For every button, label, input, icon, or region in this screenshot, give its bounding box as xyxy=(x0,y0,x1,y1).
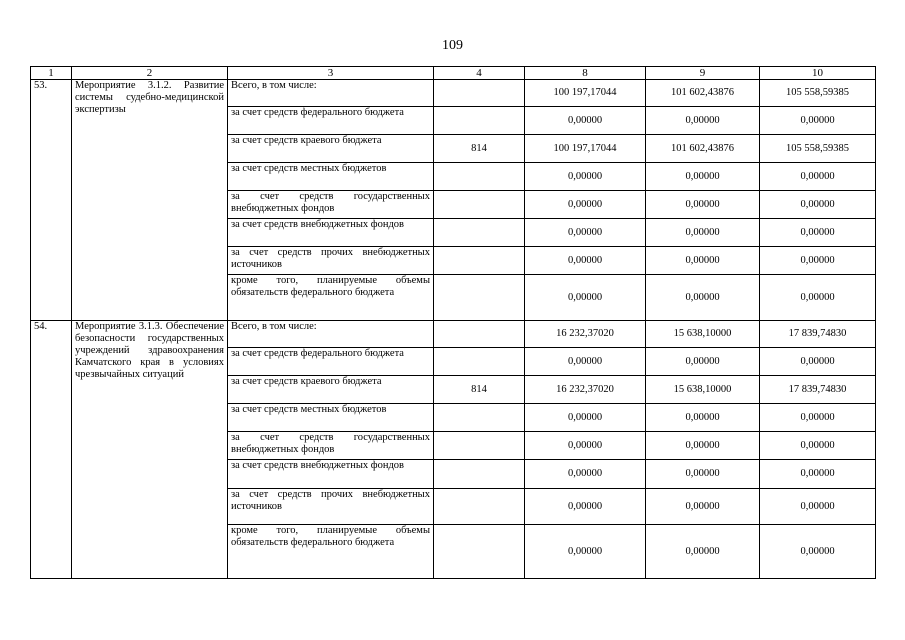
code-cell xyxy=(434,321,525,348)
value-col-10: 0,00000 xyxy=(760,432,876,460)
value-col-9: 101 602,43876 xyxy=(646,80,760,107)
value-col-10: 105 558,59385 xyxy=(760,80,876,107)
value-col-8: 0,00000 xyxy=(525,432,646,460)
value-col-10: 17 839,74830 xyxy=(760,376,876,404)
code-cell: 814 xyxy=(434,376,525,404)
col-header: 2 xyxy=(72,67,228,80)
funding-source: кроме того, планируемые объемы обязательств федерального бюджета xyxy=(228,525,434,579)
funding-source: за счет средств прочих внебюджетных источников xyxy=(228,489,434,525)
code-cell xyxy=(434,163,525,191)
funding-source: за счет средств краевого бюджета xyxy=(228,376,434,404)
value-col-8: 0,00000 xyxy=(525,247,646,275)
value-col-10: 0,00000 xyxy=(760,219,876,247)
value-col-10: 0,00000 xyxy=(760,163,876,191)
value-col-8: 16 232,37020 xyxy=(525,376,646,404)
value-col-8: 0,00000 xyxy=(525,219,646,247)
code-cell xyxy=(434,460,525,489)
funding-source: за счет средств прочих внебюджетных источников xyxy=(228,247,434,275)
value-col-8: 0,00000 xyxy=(525,163,646,191)
code-cell: 814 xyxy=(434,135,525,163)
code-cell xyxy=(434,348,525,376)
funding-source: за счет средств местных бюджетов xyxy=(228,404,434,432)
page-number: 109 xyxy=(442,38,463,53)
funding-source: Всего, в том числе: xyxy=(228,80,434,107)
value-col-8: 0,00000 xyxy=(525,460,646,489)
value-col-10: 0,00000 xyxy=(760,191,876,219)
code-cell xyxy=(434,219,525,247)
value-col-8: 0,00000 xyxy=(525,348,646,376)
value-col-9: 0,00000 xyxy=(646,489,760,525)
value-col-8: 0,00000 xyxy=(525,525,646,579)
funding-source: за счет средств внебюджетных фондов xyxy=(228,460,434,489)
value-col-9: 0,00000 xyxy=(646,348,760,376)
code-cell xyxy=(434,489,525,525)
value-col-10: 0,00000 xyxy=(760,247,876,275)
value-col-9: 0,00000 xyxy=(646,460,760,489)
funding-source: за счет средств государственных внебюджетных фондов xyxy=(228,432,434,460)
value-col-8: 100 197,17044 xyxy=(525,80,646,107)
code-cell xyxy=(434,404,525,432)
value-col-10: 0,00000 xyxy=(760,489,876,525)
value-col-10: 0,00000 xyxy=(760,525,876,579)
value-col-9: 0,00000 xyxy=(646,107,760,135)
col-header: 8 xyxy=(525,67,646,80)
value-col-8: 0,00000 xyxy=(525,404,646,432)
funding-source: за счет средств внебюджетных фондов xyxy=(228,219,434,247)
col-header: 1 xyxy=(31,67,72,80)
value-col-10: 105 558,59385 xyxy=(760,135,876,163)
value-col-8: 0,00000 xyxy=(525,191,646,219)
value-col-8: 16 232,37020 xyxy=(525,321,646,348)
value-col-10: 0,00000 xyxy=(760,460,876,489)
code-cell xyxy=(434,107,525,135)
value-col-9: 0,00000 xyxy=(646,525,760,579)
funding-source: Всего, в том числе: xyxy=(228,321,434,348)
row-number: 53. xyxy=(31,80,72,321)
funding-source: кроме того, планируемые объемы обязательств федерального бюджета xyxy=(228,275,434,321)
value-col-8: 0,00000 xyxy=(525,275,646,321)
value-col-9: 0,00000 xyxy=(646,275,760,321)
code-cell xyxy=(434,80,525,107)
value-col-9: 0,00000 xyxy=(646,163,760,191)
code-cell xyxy=(434,432,525,460)
table-row xyxy=(31,321,876,348)
value-col-8: 100 197,17044 xyxy=(525,135,646,163)
col-header: 10 xyxy=(760,67,876,80)
value-col-9: 101 602,43876 xyxy=(646,135,760,163)
value-col-9: 0,00000 xyxy=(646,219,760,247)
value-col-10: 0,00000 xyxy=(760,348,876,376)
event-description: Мероприятие 3.1.2. Развитие системы судебно-медицинской экспертизы xyxy=(72,80,228,321)
value-col-8: 0,00000 xyxy=(525,489,646,525)
table-row xyxy=(31,80,876,107)
event-description: Мероприятие 3.1.3. Обеспечение безопасности государственных учреждений здравоохранения Камчатского края в условиях чрезвычайных ситуаций xyxy=(72,321,228,579)
funding-source: за счет средств местных бюджетов xyxy=(228,163,434,191)
value-col-10: 17 839,74830 xyxy=(760,321,876,348)
funding-source: за счет средств федерального бюджета xyxy=(228,107,434,135)
value-col-9: 0,00000 xyxy=(646,432,760,460)
code-cell xyxy=(434,275,525,321)
header-row xyxy=(31,67,876,80)
value-col-9: 15 638,10000 xyxy=(646,376,760,404)
value-col-10: 0,00000 xyxy=(760,404,876,432)
funding-source: за счет средств федерального бюджета xyxy=(228,348,434,376)
code-cell xyxy=(434,525,525,579)
code-cell xyxy=(434,191,525,219)
budget-table xyxy=(30,66,876,579)
value-col-9: 0,00000 xyxy=(646,404,760,432)
value-col-8: 0,00000 xyxy=(525,107,646,135)
col-header: 4 xyxy=(434,67,525,80)
funding-source: за счет средств краевого бюджета xyxy=(228,135,434,163)
value-col-9: 15 638,10000 xyxy=(646,321,760,348)
value-col-9: 0,00000 xyxy=(646,191,760,219)
value-col-9: 0,00000 xyxy=(646,247,760,275)
col-header: 9 xyxy=(646,67,760,80)
code-cell xyxy=(434,247,525,275)
value-col-10: 0,00000 xyxy=(760,107,876,135)
row-number: 54. xyxy=(31,321,72,579)
value-col-10: 0,00000 xyxy=(760,275,876,321)
funding-source: за счет средств государственных внебюджетных фондов xyxy=(228,191,434,219)
col-header: 3 xyxy=(228,67,434,80)
